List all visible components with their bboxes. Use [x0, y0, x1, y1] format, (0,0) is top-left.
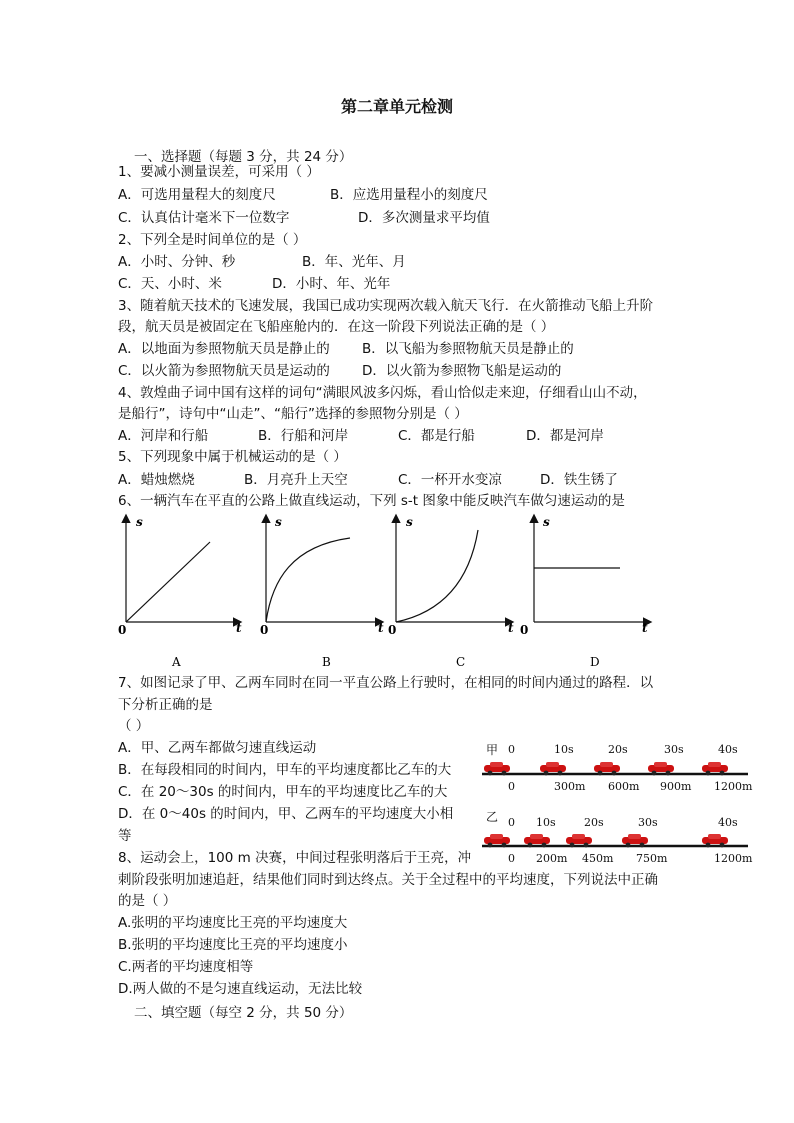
yi-time-30s: 30s [638, 816, 658, 829]
yi-dist-1200m: 1200m [714, 852, 753, 865]
yi-dist-200m: 200m [536, 852, 568, 865]
q4-stem-line2: 是船行”，诗句中“山走”、“船行”选择的参照物分别是（ ） [118, 406, 468, 422]
q8-option-d: D.两人做的不是匀速直线运动，无法比较 [118, 981, 363, 997]
q1-option-a: A．可选用量程大的刻度尺 [118, 187, 276, 203]
q8-option-c: C.两者的平均速度相等 [118, 959, 254, 975]
jia-time-30s: 30s [664, 743, 684, 756]
q8-option-a: A.张明的平均速度比王亮的平均速度大 [118, 915, 348, 931]
q7-option-a: A．甲、乙两车都做匀速直线运动 [118, 740, 317, 756]
q3-stem-line1: 3、随着航天技术的飞速发展，我国已成功实现两次载入航天飞行．在火箭推动飞船上升阶 [118, 298, 654, 314]
graph-d-origin: 0 [520, 623, 529, 637]
graph-b-curve [266, 538, 350, 622]
q6-stem: 6、一辆汽车在平直的公路上做直线运动，下列 s-t 图象中能反映汽车做匀速运动的是 [118, 493, 625, 509]
q5-option-b: B．月亮升上天空 [244, 472, 348, 488]
jia-dist-900m: 900m [660, 780, 692, 793]
q3-option-a: A．以地面为参照物航天员是静止的 [118, 341, 330, 357]
graph-c-t-label: t [508, 621, 514, 635]
graph-a-t-label: t [236, 621, 242, 635]
graph-b-s-label: s [275, 515, 282, 529]
q5-stem: 5、下列现象中属于机械运动的是（ ） [118, 449, 347, 465]
section-2-heading: 二、填空题（每空 2 分，共 50 分） [134, 1005, 353, 1021]
jia-time-20s: 20s [608, 743, 628, 756]
q7-paren: （ ） [118, 718, 150, 734]
q5-option-c: C．一杯开水变凉 [398, 472, 502, 488]
graph-c-curve [396, 530, 478, 622]
q7-stem-line1: 7、如图记录了甲、乙两车同时在同一平直公路上行驶时，在相同的时间内通过的路程．以 [118, 675, 654, 691]
yi-time-20s: 20s [584, 816, 604, 829]
graph-d [520, 515, 650, 669]
q7-option-d-line1: D．在 0～40s 的时间内，甲、乙两车的平均速度大小相 [118, 806, 454, 822]
graph-c-label: C [456, 655, 466, 669]
section-1-heading: 一、选择题（每题 3 分，共 24 分） [134, 149, 353, 165]
graph-c [388, 515, 514, 669]
graph-c-origin: 0 [388, 623, 397, 637]
graph-a [118, 515, 242, 669]
q2-option-d: D．小时、年、光年 [272, 276, 391, 292]
graph-b [260, 515, 384, 669]
q4-option-a: A．河岸和行船 [118, 428, 209, 444]
jia-dist-0: 0 [508, 780, 515, 793]
yi-time-0: 0 [508, 816, 515, 829]
jia-dist-1200m: 1200m [714, 780, 753, 793]
q3-option-d: D．以火箭为参照物飞船是运动的 [362, 363, 562, 379]
q1-stem: 1、要减小测量误差，可采用（ ） [118, 164, 320, 180]
jia-dist-300m: 300m [554, 780, 586, 793]
yi-dist-750m: 750m [636, 852, 668, 865]
q7-option-d-line2: 等 [118, 828, 132, 844]
q2-option-b: B．年、光年、月 [302, 254, 406, 270]
jia-time-0: 0 [508, 743, 515, 756]
graph-d-t-label: t [642, 621, 648, 635]
yi-label: 乙 [486, 810, 499, 824]
q1-option-b: B．应选用量程小的刻度尺 [330, 187, 488, 203]
q6-graphs [114, 510, 654, 670]
jia-time-40s: 40s [718, 743, 738, 756]
q4-option-b: B．行船和河岸 [258, 428, 349, 444]
q3-stem-line2: 段，航天员是被固定在飞船座舱内的．在这一阶段下列说法正确的是（ ） [118, 319, 555, 335]
graph-b-label: B [322, 655, 331, 669]
yi-time-10s: 10s [536, 816, 556, 829]
q5-option-a: A．蜡烛燃烧 [118, 472, 195, 488]
graph-d-s-label: s [543, 515, 550, 529]
graph-a-s-label: s [136, 515, 143, 529]
graph-a-label: A [172, 655, 181, 669]
graph-c-s-label: s [406, 515, 413, 529]
q7-stem-line2: 下分析正确的是 [118, 697, 213, 713]
page-title: 第二章单元检测 [340, 97, 453, 116]
graph-a-line [126, 542, 210, 622]
yi-dist-0: 0 [508, 852, 515, 865]
q4-option-c: C．都是行船 [398, 428, 475, 444]
q3-option-b: B．以飞船为参照物航天员是静止的 [362, 341, 574, 357]
q8-stem-line3: 的是（ ） [118, 893, 177, 909]
graph-d-label: D [590, 655, 600, 669]
yi-dist-450m: 450m [582, 852, 614, 865]
q8-option-b: B.张明的平均速度比王亮的平均速度小 [118, 937, 348, 953]
jia-time-10s: 10s [554, 743, 574, 756]
q7-figure [478, 736, 753, 868]
q7-option-c: C．在 20～30s 的时间内，甲车的平均速度比乙车的大 [118, 784, 448, 800]
graph-b-t-label: t [378, 621, 384, 635]
jia-dist-600m: 600m [608, 780, 640, 793]
yi-road [478, 830, 750, 852]
q8-stem-line2: 刺阶段张明加速追赶，结果他们同时到达终点。关于全过程中的平均速度，下列说法中正确 [118, 872, 658, 888]
q4-option-d: D．都是河岸 [526, 428, 604, 444]
q2-option-a: A．小时、分钟、秒 [118, 254, 236, 270]
q2-option-c: C．天、小时、米 [118, 276, 222, 292]
q4-stem-line1: 4、敦煌曲子词中国有这样的词句“满眼风波多闪烁，看山恰似走来迎，仔细看山山不动， [118, 385, 647, 401]
graph-a-origin: 0 [118, 623, 127, 637]
jia-label: 甲 [486, 743, 499, 757]
jia-road [478, 758, 750, 780]
q7-option-b: B．在每段相同的时间内，甲车的平均速度都比乙车的大 [118, 762, 452, 778]
q1-option-d: D．多次测量求平均值 [358, 210, 490, 226]
graph-b-origin: 0 [260, 623, 269, 637]
q2-stem: 2、下列全是时间单位的是（ ） [118, 232, 307, 248]
q3-option-c: C．以火箭为参照物航天员是运动的 [118, 363, 330, 379]
q1-option-c: C．认真估计毫米下一位数字 [118, 210, 290, 226]
q5-option-d: D．铁生锈了 [540, 472, 618, 488]
q8-stem-line1: 8、运动会上，100 m 决赛，中间过程张明落后于王亮，冲 [118, 850, 472, 866]
yi-time-40s: 40s [718, 816, 738, 829]
